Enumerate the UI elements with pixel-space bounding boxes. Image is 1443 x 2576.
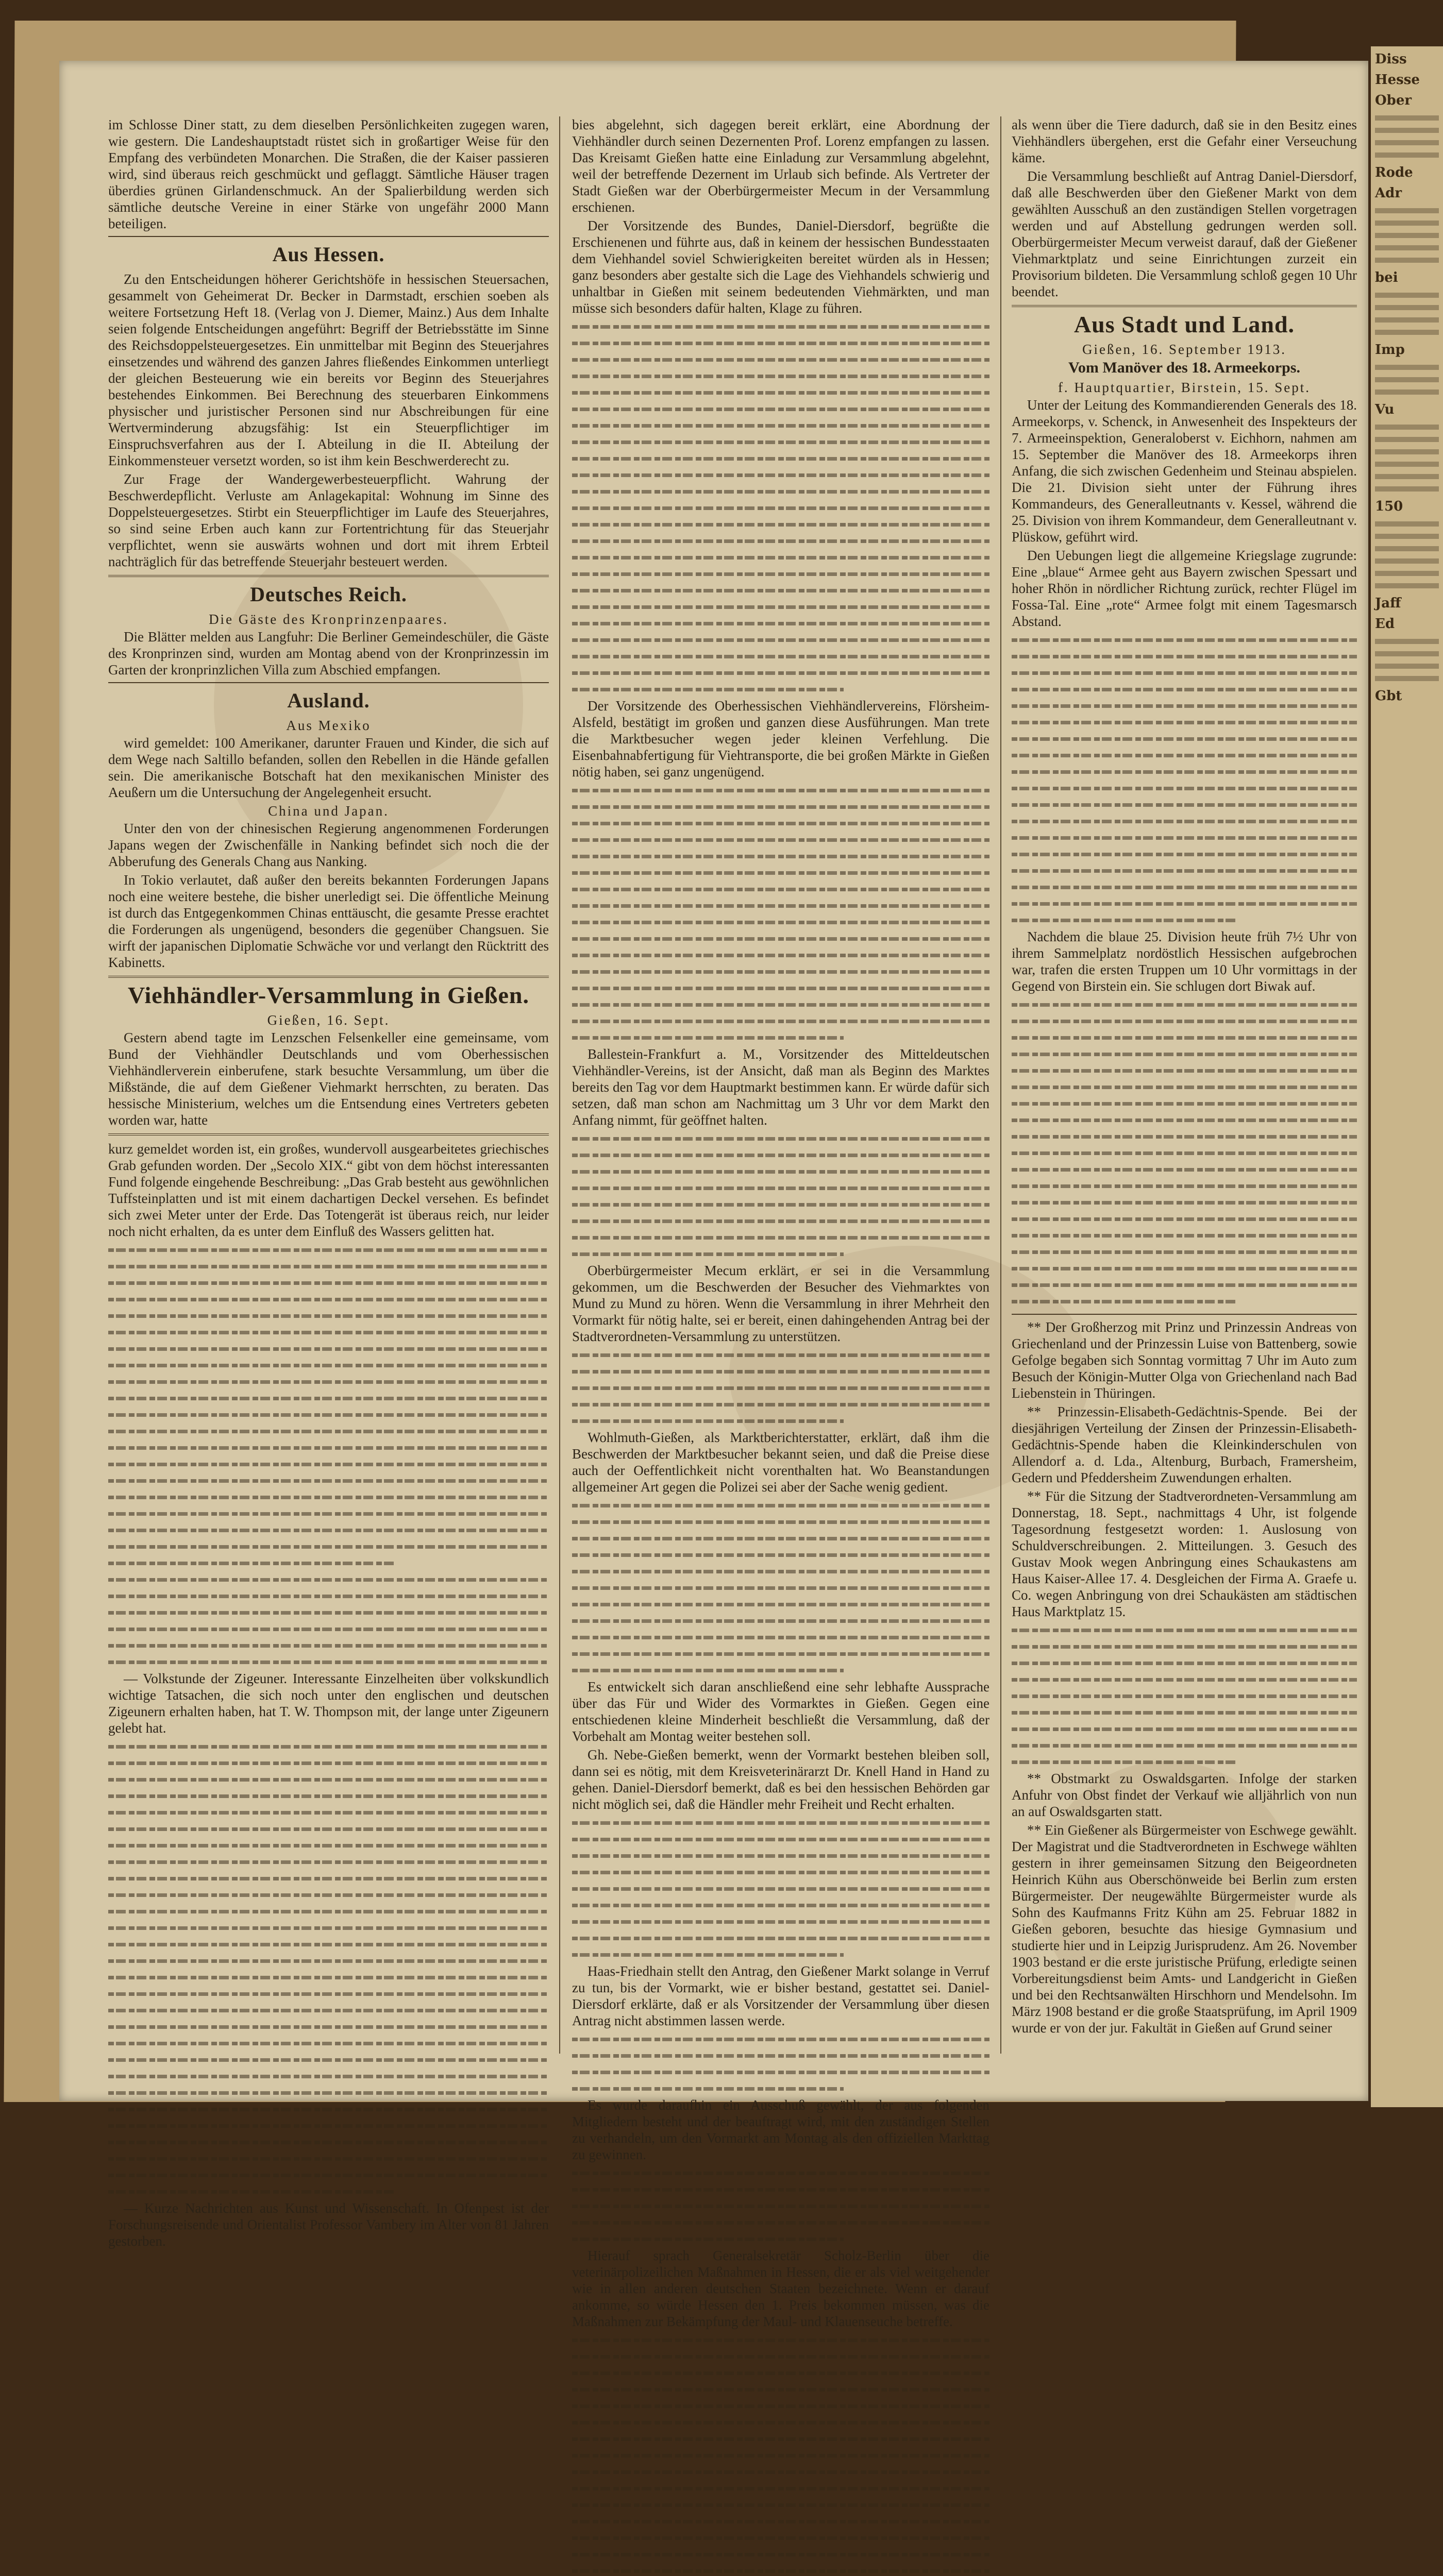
article-text: — Volkstunde der Zigeuner. Interessante Einzelheiten über volkskundlich wichtige Tatsachen, die sich noch unter den englischen und deutschen Zigeunern erhalten haben, hat T. W. Thompson mit, der lange unter Zigeunern gelebt hat. [108, 1671, 549, 1736]
adjacent-fragment: Ed [1375, 616, 1395, 632]
article-text: Nachdem die blaue 25. Division heute früh 7½ Uhr von ihrem Sammelplatz nordöstlich Hessischen aufgebrochen war, trafen die ersten Truppen um 10 Uhr vormittags in der Gegend von Birstein ein. Sie schlugen dort Biwak auf. [1012, 929, 1357, 994]
article-text: im Schlosse Diner statt, zu dem dieselben Persönlichkeiten zugegen waren, wie gestern. Die Landeshauptstadt rüstet sich in großartiger Weise für den Empfang des verbündeten Monarchen. Die Straßen, die der Kaiser passieren wird, sind überaus reich geschmückt und geflaggt. Sämtliche Häuser tragen überdies grünen Girlandenschmuck. An der Spalierbildung werden sich sämtliche deutsche Vereine in einer Stärke von ungefähr 2000 Mann beteiligen. [108, 117, 549, 231]
adjacent-fragment: Ober [1375, 93, 1412, 108]
article-text: Unter den von der chinesischen Regierung angenommenen Forderungen Japans wegen der Zwischenfälle in Nanking befindet sich noch die der Abberufung des Generals Chang aus Nanking. [108, 821, 549, 869]
article-text: Unter der Leitung des Kommandierenden Generals des 18. Armeekorps, v. Schenck, in Anwesenheit des Inspekteurs der 7. Armeeinspektion, Generaloberst v. Eichhorn, nahmen am 15. September die Manöver des 18. Armeekorps ihren Anfang, die sich zwischen Gedenheim und Steinau abspielen. Die 21. Division sieht unter der Führung ihres Kommandeurs, des Generalleutnants v. Kessel, während die 25. Division von ihrem Kommandeur, dem Generalleutnant v. Plüskow, geführt wird. [1012, 397, 1357, 545]
subheading: Aus Mexiko [286, 718, 371, 733]
article-text: — Kurze Nachrichten aus Kunst und Wissenschaft. In Ofenpest ist der Forschungsreisende und Orientalist Professor Vambery im Alter von 81 Jahren gestorben. [108, 2200, 549, 2249]
article-text: als wenn über die Tiere dadurch, daß sie in den Besitz eines Viehhändlers übergehen, erst die Gefahr einer Verseuchung käme. [1012, 117, 1357, 165]
adjacent-fragment: Hesse [1375, 72, 1420, 88]
adjacent-fragment: Imp [1375, 342, 1405, 358]
text-block [572, 1815, 989, 1963]
text-block [108, 1242, 549, 1670]
article-text: Der Vorsitzende des Oberhessischen Viehhändlervereins, Flörsheim-Alsfeld, bestätigt im großen und ganzen diese Ausführungen. Man trete die Marktbesucher wegen jeder kleinen Verfehlung. Die Eisenbahnabfertigung für Viehtransporte, die bei großen Märkte in Gießen nötig haben, sei ganz ungenügend. [572, 698, 989, 779]
column-3 [1012, 116, 1357, 2048]
article-text: kurz gemeldet worden ist, ein großes, wundervoll ausgearbeitetes griechisches Grab gefunden worden. Der „Secolo XIX.“ gibt von dem höchst interessanten Fund folgende eingehende Beschreibung: „Das Grab besteht aus gewöhnlichen Tuffsteinplatten und ist mit einem dachartigen Deckel versehen. Es befindet sich zwei Meter unter der Erde. Das Totengerät ist überaus reich, nur leider noch nicht erhalten, da es unter dem Einfluß des Wassers gelitten hat. [108, 1141, 549, 1239]
adjacent-fragment: Vu [1375, 402, 1395, 417]
article-text: Zur Frage der Wandergewerbesteuerpflicht. Wahrung der Beschwerdepflicht. Verluste am Anlagekapital: Wohnung im Sinne des Doppelsteuergesetzes. Stirbt ein Steuerpflichtiger im Laufe des Steuerjahres, so sind seine Erben auch kann zur Fortentrichtung für das Steuerjahr verpflichtet, wenn sie auswärts wohnen und dort mit ihrem Erbteil nachträglich für das betreffende Steuerjahr besteuert werden. [108, 471, 549, 569]
text-block [572, 2165, 989, 2247]
adjacent-fragment: Rode [1375, 165, 1413, 180]
dateline: Gießen, 16. Sept. [267, 1012, 390, 1028]
dateline: Gießen, 16. September 1913. [1082, 342, 1286, 357]
article-text: Zu den Entscheidungen höherer Gerichtshöfe in hessischen Steuersachen, gesammelt von Geheimerat Dr. Becker in Darmstadt, erschien soeben als weitere Fortsetzung Heft 18. (Verlag von J. Diemer, Mainz.) Aus dem Inhalte seien folgende Entscheidungen angeführt: Begriff der Betriebsstätte im Sinne des Reichsdoppelsteuergesetzes. Ein unmittelbar mit Beginn des Steuerjahres einsetzendes und während des ganzen Jahres fließendes Einkommen unterliegt der gleichen Besteuerung wie ein bereits vor Beginn des Steuerjahres bestehendes Einkommen. Bei Berechnung des steuerbaren Einkommens physischer und juristischer Personen sind nur Abschreibungen für eine Wertverminderung abzugsfähig: Ist ein Steuerpflichtiger im Einspruchsverfahren aus der I. Abteilung in die II. Abteilung der Einkommensteuer versetzt worden, so ist ihm kein Beschwerderecht zu. [108, 272, 549, 468]
article-text: Es entwickelt sich daran anschließend eine sehr lebhafte Aussprache über das Für und Wider des Vormarktes in Gießen. Gegen eine entschiedenen kleine Minderheit beschließt die Versammlung, daß der Vorbehalt am Montag weiter bestehen soll. [572, 1679, 989, 1744]
article-text: Es wurde daraufhin ein Ausschuß gewählt, der aus folgenden Mitgliedern besteht und der beauftragt wird, mit den zuständigen Stellen zu verhandeln, um den Vormarkt am Montag als den offiziellen Markttag zu gewinnen. [572, 2097, 989, 2162]
column-rule [559, 116, 560, 2054]
article-text: wird gemeldet: 100 Amerikaner, darunter Frauen und Kinder, die sich auf dem Wege nach Saltillo befanden, sollen den Rebellen in die Hände gefallen sein. Die amerikanische Botschaft hat den mexikanischen Minister des Aeußern um die Untersuchung der Angelegenheit ersucht. [108, 735, 549, 800]
adjacent-fragment: Gbt [1375, 688, 1402, 704]
article-text: Den Uebungen liegt die allgemeine Kriegslage zugrunde: Eine „blaue“ Armee geht aus Bayern zwischen Spessart und hoher Rhön in nördlicher Richtung zurück, rechter Flügel im Fossa-Tal. Eine „rote“ Armee folgt mit einem Tagesmarsch Abstand. [1012, 548, 1357, 629]
text-block [572, 782, 989, 1046]
text-block [1012, 996, 1357, 1310]
adjacent-fragment: bei [1375, 270, 1398, 285]
text-block [572, 1130, 989, 1262]
text-block [1012, 632, 1357, 928]
article-text: In Tokio verlautet, daß außer den bereits bekannten Forderungen Japans noch eine weitere bestehe, die bisher unerledigt sei. Die öffentliche Meinung ist durch das Entgegenkommen Chinas enttäuscht, die gesamte Presse erachtet die Forderungen als ungenügend, besonders die gegenüber Changsuen. Sie wirft der japanischen Diplomatie Schwäche vor und verlangt den Rücktritt des Kabinetts. [108, 872, 549, 970]
article-text: Ballestein-Frankfurt a. M., Vorsitzender des Mitteldeutschen Viehhändler-Vereins, ist der Ansicht, daß man als Beginn des Marktes bereits den Tag vor dem Hauptmarkt bestimmen kann. Er würde dafür sich setzen, daß man schon am Nachmittag um 3 Uhr vor dem Markt den Anfang nimmt, für geöffnet halten. [572, 1046, 989, 1128]
article-text: Gestern abend tagte im Lenzschen Felsenkeller eine gemeinsame, vom Bund der Viehhändler Deutschlands und vom Oberhessischen Viehhändlerverein einberufene, stark besuchte Versammlung, um über die Mißstände, die auf dem Gießener Viehmarkt herrschten, zu beraten. Das hessische Ministerium, welches um die Entsendung eines Vertreters gebeten worden war, hatte [108, 1030, 549, 1128]
section-heading: Ausland. [287, 689, 370, 712]
subheading: China und Japan. [268, 803, 389, 819]
article-text: Haas-Friedhain stellt den Antrag, den Gießener Markt solange in Verruf zu tun, bis der Vormarkt, wie er bisher bestand, gestattet sei. Daniel-Diersdorf erklärte, daß er als Vorsitzender der Versammlung über diesen Antrag nicht abstimmen lassen werde. [572, 1963, 989, 2028]
adjacent-fragment: Jaff [1375, 596, 1401, 611]
news-item: ** Prinzessin-Elisabeth-Gedächtnis-Spende. Bei der diesjährigen Verteilung der Zinsen der Prinzessin-Elisabeth-Gedächtnis-Spende haben die Kleinkinderschulen von Allendorf a. d. Lda., Altenburg, Burbach, Framersheim, Gedern und Pfeddersheim Zuwendungen erhalten. [1012, 1404, 1357, 1485]
text-block [1012, 1622, 1357, 1770]
text-block [108, 1738, 549, 2200]
section-heading: Deutsches Reich. [250, 583, 407, 606]
text-block [572, 318, 989, 698]
article-text: Gh. Nebe-Gießen bemerkt, wenn der Vormarkt bestehen bleiben soll, dann sei es nötig, mit dem Kreisveterinärarzt Dr. Knell Hand in Hand zu gehen. Daniel-Diersdorf bemerkt, daß es bei den hessischen Behörden gar nicht möglich sei, daß die Händler mehr Freiheit und Recht erhalten. [572, 1747, 989, 1812]
text-block [572, 2031, 989, 2097]
column-1 [108, 116, 549, 2249]
article-text: Oberbürgermeister Mecum erklärt, er sei in die Versammlung gekommen, um die Beschwerden der Besucher des Viehmarktes von Mund zu Mund zu hören. Wenn die Versammlung in ihrer Mehrheit den Vormarkt für nötig halte, sei er bereit, einen dahingehenden Antrag bei der Stadtverordneten-Versammlung zu unterstützen. [572, 1263, 989, 1344]
adjacent-fragment: Adr [1375, 185, 1402, 201]
adjacent-fragment: Diss [1375, 52, 1407, 67]
article-heading: Vom Manöver des 18. Armeekorps. [1068, 359, 1300, 376]
subheading: Die Gäste des Kronprinzenpaares. [209, 612, 448, 627]
article-text: Hierauf sprach Generalsekretär Scholz-Berlin über die veterinärpolizeilichen Maßnahmen in Hessen, die er als viel weitgehender wie in allen anderen deutschen Staaten bezeichnete. Wenn er darauf ankomme, so würde Hessen den 1. Preis bekommen müssen, was die Maßnahmen zur Bekämpfung der Maul- und Klauenseuche betreffe. [572, 2248, 989, 2329]
newspaper-page [59, 61, 1368, 2329]
article-text: bies abgelehnt, sich dagegen bereit erklärt, eine Abordnung der Viehhändler durch seinen Dezernenten Prof. Lorenz empfangen zu lassen. Das Kreisamt Gießen hatte eine Einladung zur Versammlung abgelehnt, weil der betreffende Dezernent im Urlaub sich befinde. Als Vertreter der Stadt Gießen war der Oberbürgermeister Mecum in der Versammlung erschienen. [572, 117, 989, 215]
news-item: ** Für die Sitzung der Stadtverordneten-Versammlung am Donnerstag, 18. Sept., nachmittags 4 Uhr, ist folgende Tagesordnung festgesetzt worden: 1. Auslosung von Schuldverschreibungen. 2. Mitteilungen. 3. Gesuch des Gustav Mook wegen Anbringung eines Schaukastens am Haus Kaiser-Allee 17. 4. Desgleichen der Firma A. Graefe u. Co. wegen Anbringung von drei Schaukästen am städtischen Haus Marktplatz 15. [1012, 1488, 1357, 1619]
article-text: Die Versammlung beschließt auf Antrag Daniel-Diersdorf, daß alle Beschwerden über den Gießener Markt von dem gewählten Ausschuß an den zuständigen Stellen vorgetragen werden und auf Abstellung gedrungen werden soll. Oberbürgermeister Mecum verweist darauf, daß der Gießener Viehmarktplatz und seine Einrichtungen zurzeit ein Provisorium bildeten. Die Versammlung schloß gegen 10 Uhr beendet. [1012, 168, 1357, 299]
article-text: Die Blätter melden aus Langfuhr: Die Berliner Gemeindeschüler, die Gäste des Kronprinzen sind, wurden am Montag abend von der Kronprinzessin im Garten der kronprinzlichen Villa zum Abschied empfangen. [108, 629, 549, 677]
news-item: ** Der Großherzog mit Prinz und Prinzessin Andreas von Griechenland und der Prinzessin Luise von Battenberg, sowie Gefolge begaben sich Sonntag vormittag 7 Uhr im Auto zum Besuch der Königin-Mutter Olga von Griechenland nach Bad Liebenstein in Thüringen. [1012, 1319, 1357, 1401]
section-heading: Aus Hessen. [272, 243, 385, 266]
dateline: f. Hauptquartier, Birstein, 15. Sept. [1058, 380, 1311, 395]
text-block [572, 1497, 989, 1679]
news-item: ** Obstmarkt zu Oswaldsgarten. Infolge der starken Anfuhr von Obst findet der Verkauf wie alljährlich von nun an auf Oswaldsgarten statt. [1012, 1771, 1357, 1819]
article-text: Wohlmuth-Gießen, als Marktberichterstatter, erklärt, daß ihm die Beschwerden der Marktbesucher bekannt seien, und daß die Preise diese auch der Oeffentlichkeit nicht vorenthalten hat. Wo Beanstandungen allgemeiner Art gegen die Polizei sei aber der Sache wenig gedient. [572, 1430, 989, 1495]
section-heading: Aus Stadt und Land. [1073, 311, 1295, 337]
adjacent-page [1371, 46, 1443, 2107]
column-2 [572, 116, 989, 2329]
adjacent-fragment: 150 [1375, 499, 1403, 514]
text-block [572, 2332, 989, 2576]
news-item: ** Ein Gießener als Bürgermeister von Eschwege gewählt. Der Magistrat und die Stadtverordneten in Eschwege wählten gestern in ihrer gemeinsamen Sitzung den Beigeordneten Heinrich Kühn aus Oberschönweide bei Berlin zum ersten Bürgermeister. Der neugewählte Bürgermeister wurde als Sohn des Kaufmanns Fritz Kühn am 25. Februar 1882 in Gießen geboren, besuchte das hiesige Gymnasium und studierte hier und in Leipzig Jurisprudenz. Am 26. November 1903 bestand er die erste juristische Prüfung, erledigte seinen Vorbereitungsdienst beim Amts- und Landgericht in Gießen und bei den Rechtsanwälten Hirschhorn und Mendelsohn. Im März 1908 bestand er die große Staatsprüfung, im April 1909 wurde er von der jur. Fakultät in Gießen auf Grund seiner [1012, 1822, 1357, 2036]
column-rule [1000, 116, 1001, 2054]
article-text: Der Vorsitzende des Bundes, Daniel-Diersdorf, begrüßte die Erschienenen und führte aus, daß in keinem der hessischen Bundesstaaten dem Viehhandel soviel Schwierigkeiten bereitet würden als in Hessen; ganz besonders aber gestalte sich die Lage des Viehhandels schwierig und unhaltbar in Gießen mit seinem bedeutenden Viehmärkten, und man müsse sich besonders dafür halten, Klage zu führen. [572, 218, 989, 316]
article-heading: Viehhändler-Versammlung in Gießen. [127, 982, 529, 1008]
text-block [572, 1347, 989, 1429]
